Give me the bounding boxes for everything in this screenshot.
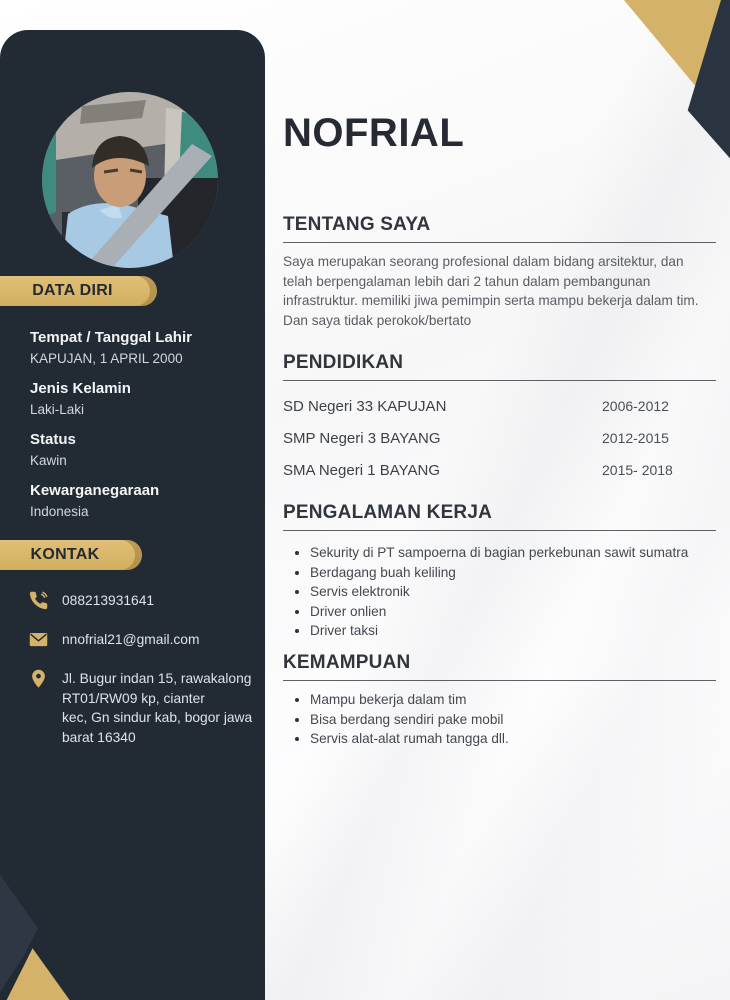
- education-rows: [283, 397, 716, 480]
- field-nationality: [30, 482, 249, 520]
- experience-list: [283, 543, 716, 641]
- about-paragraph: Saya merupakan seorang profesional dalam bidang arsitektur, dan telah berpengalaman lebih dari 2 tahun dalam pembangunan infrastruktur. memiliki jiwa pemimpin serta mampu bekerja dalam tim. Dan saya tidak perokok/bertato: [283, 254, 699, 328]
- field-label: Jenis Kelamin: [30, 380, 131, 397]
- section-skills: [283, 652, 716, 749]
- skill-item: • Bisa berdang sendiri pake mobil: [310, 710, 716, 730]
- address-line: RT01/RW09 kp, cianter: [62, 690, 205, 706]
- education-row: [283, 461, 716, 480]
- field-value: Indonesia: [30, 504, 89, 519]
- school-name: SD Negeri 33 KAPUJAN: [283, 398, 447, 415]
- person-name: NOFRIAL: [283, 110, 465, 155]
- data-diri-label: DATA DIRI: [32, 282, 113, 299]
- contact-address: [28, 668, 253, 747]
- email-address: nnofrial21@gmail.com: [62, 632, 200, 647]
- contact-email: [28, 629, 253, 650]
- experience-item: • Berdagang buah keliling: [310, 563, 716, 583]
- education-row: [283, 429, 716, 448]
- profile-photo-illustration: [42, 92, 218, 268]
- field-label: Status: [30, 431, 76, 448]
- experience-item: • Servis elektronik: [310, 582, 716, 602]
- school-years: 2006-2012: [602, 398, 669, 414]
- field-label: Tempat / Tanggal Lahir: [30, 329, 192, 346]
- education-row: [283, 397, 716, 416]
- school-name: SMA Negeri 1 BAYANG: [283, 462, 441, 479]
- school-years: 2012-2015: [602, 430, 669, 446]
- phone-number: 088213931641: [62, 593, 155, 608]
- data-diri-header-pill: [0, 276, 157, 306]
- phone-icon: [28, 590, 49, 611]
- kontak-header-pill: [0, 540, 142, 570]
- school-name: SMP Negeri 3 BAYANG: [283, 430, 441, 447]
- skill-item: • Servis alat-alat rumah tangga dll.: [310, 729, 716, 749]
- section-experience: [283, 502, 716, 641]
- address-line: Jl. Bugur indan 15, rawakalong: [62, 671, 252, 686]
- personal-data-list: [30, 329, 249, 533]
- section-title-skills: KEMAMPUAN: [283, 652, 716, 681]
- skills-list: [283, 690, 716, 749]
- email-icon: [28, 629, 49, 650]
- field-birth: [30, 329, 249, 367]
- field-value: Kawin: [30, 453, 67, 468]
- address-text: [62, 668, 252, 747]
- section-title-experience: PENGALAMAN KERJA: [283, 502, 716, 531]
- school-years: 2015- 2018: [602, 462, 673, 478]
- field-status: [30, 431, 249, 469]
- address-line: kec, Gn sindur kab, bogor jawa: [62, 710, 253, 725]
- kontak-label: KONTAK: [30, 546, 100, 563]
- section-title-education: PENDIDIKAN: [283, 352, 716, 381]
- experience-item: • Driver taksi: [310, 621, 716, 641]
- field-value: Laki-Laki: [30, 402, 85, 417]
- experience-item: • Driver onlien: [310, 602, 716, 622]
- location-icon: [28, 668, 49, 689]
- contact-phone: [28, 590, 253, 611]
- section-education: [283, 352, 716, 493]
- profile-photo: [42, 92, 218, 268]
- contact-list: [28, 590, 253, 747]
- skill-item: • Mampu bekerja dalam tim: [310, 690, 716, 710]
- experience-item: • Sekurity di PT sampoerna di bagian perkebunan sawit sumatra: [310, 543, 716, 563]
- section-about: [283, 214, 716, 344]
- address-line: barat 16340: [62, 729, 136, 745]
- field-gender: [30, 380, 249, 418]
- field-label: Kewarganegaraan: [30, 482, 160, 499]
- sidebar: [0, 30, 265, 1000]
- section-title-about: TENTANG SAYA: [283, 214, 716, 243]
- field-value: KAPUJAN, 1 APRIL 2000: [30, 351, 183, 366]
